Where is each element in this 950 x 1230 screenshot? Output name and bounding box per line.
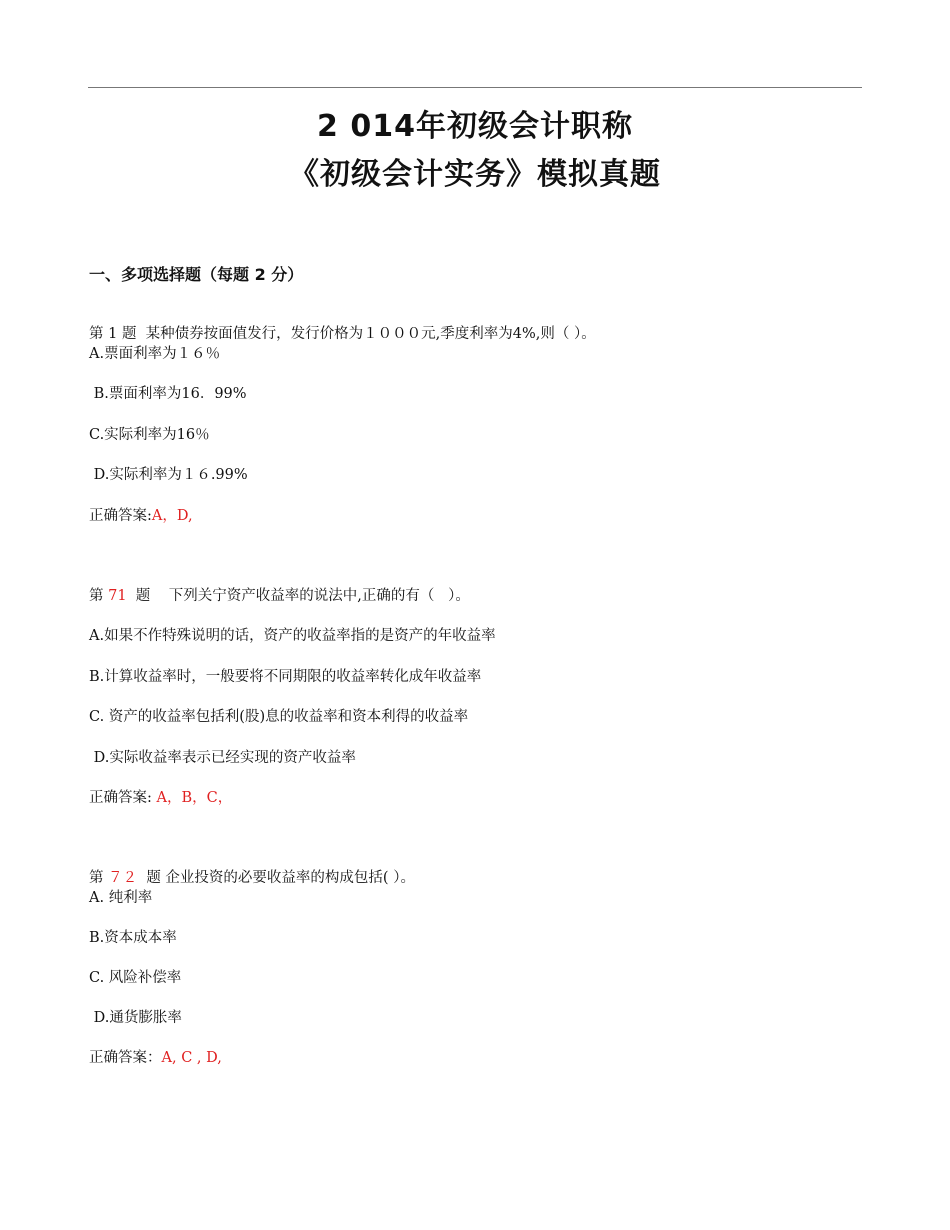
question-1-stem	[89, 322, 596, 343]
question-72-option-c: C. 风险补偿率	[89, 970, 182, 986]
question-prefix: 第	[89, 326, 109, 342]
question-number: 71	[108, 588, 127, 604]
question-71-answer	[89, 786, 232, 807]
question-1-option-b: B.票面利率为16．99%	[89, 386, 247, 402]
question-1-option-d: D.实际利率为１６.99%	[89, 467, 248, 483]
question-number: 1	[108, 326, 118, 342]
answer-label: 正确答案:	[89, 790, 152, 806]
question-72-option-b: B.资本成本率	[89, 930, 177, 946]
question-72-option-a: A. 纯利率	[89, 890, 153, 906]
question-71-option-c: C. 资产的收益率包括利(股)息的收益率和资本利得的收益率	[89, 709, 469, 725]
question-text: 题 某种债券按面值发行，发行价格为１０００元,季度利率为4%,则（ ）。	[117, 326, 596, 342]
answer-label: 正确答案：	[89, 1050, 162, 1066]
title-line-2: 《初级会计实务》模拟真题	[289, 157, 661, 192]
question-1-option-c: C.实际利率为16％	[89, 427, 210, 443]
title-line-1: 2 014年初级会计职称	[317, 109, 633, 144]
question-71-stem	[89, 584, 470, 605]
question-72-answer	[89, 1046, 222, 1067]
answer-value: A, C , D,	[161, 1050, 222, 1066]
question-text: 题 企业投资的必要收益率的构成包括( ）。	[137, 870, 415, 886]
question-prefix: 第	[89, 588, 109, 604]
question-prefix: 第	[89, 870, 109, 886]
question-71-option-a: A.如果不作特殊说明的话，资产的收益率指的是资产的年收益率	[89, 628, 496, 644]
section-heading: 一、多项选择题（每题 2 分）	[89, 265, 304, 284]
question-72-option-d: D.通货膨胀率	[89, 1010, 182, 1026]
question-1-option-a: A.票面利率为１６％	[89, 346, 221, 362]
question-1-answer	[89, 504, 193, 525]
answer-value: A，D,	[151, 508, 193, 524]
question-71-option-d: D.实际收益率表示已经实现的资产收益率	[89, 750, 356, 766]
top-rule	[88, 87, 862, 88]
question-number: ７２	[108, 870, 138, 886]
question-71-option-b: B.计算收益率时，一般要将不同期限的收益率转化成年收益率	[89, 669, 482, 685]
question-text: 题 下列关宁资产收益率的说法中,正确的有（ ）。	[126, 588, 470, 604]
answer-label: 正确答案:	[89, 508, 152, 524]
question-72-stem	[89, 866, 415, 887]
answer-value: A，B，C，	[151, 790, 233, 806]
